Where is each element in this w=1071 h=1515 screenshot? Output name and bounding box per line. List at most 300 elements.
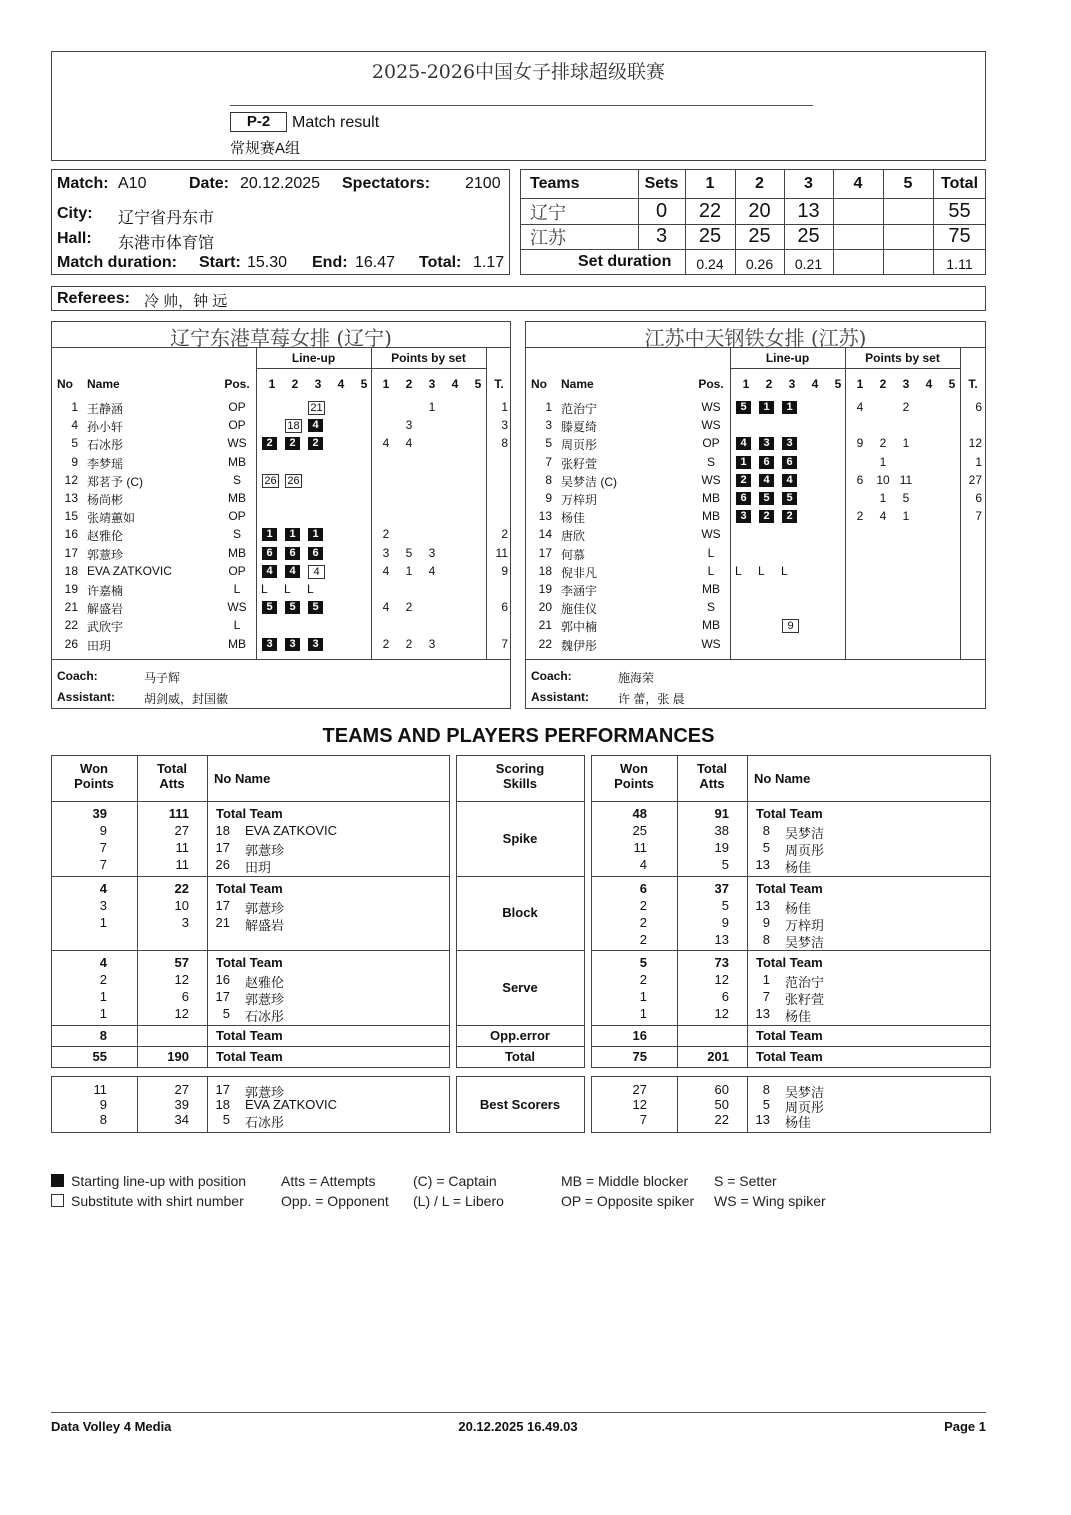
start-value: 15.30 — [247, 254, 288, 271]
team-a-best-scorer-won: 8 — [99, 1112, 107, 1127]
starting-position-marker: 1 — [308, 528, 323, 541]
lineup-col-5: 5 — [360, 377, 368, 391]
player-position: L — [707, 563, 715, 578]
team-b-best-scorer-atts: 50 — [714, 1097, 729, 1112]
city-value: 辽宁省丹东市 — [118, 210, 215, 227]
player-name: 李涵宇 — [561, 584, 598, 598]
team-b-best-scorer-name: 周页彤 — [785, 1100, 825, 1115]
team-b-block-won: 2 — [639, 932, 647, 947]
team_b-team-name: 江苏中天钢铁女排 (江苏) — [644, 326, 867, 350]
player-total: 6 — [975, 400, 982, 414]
substitute-marker: 26 — [285, 474, 302, 488]
set-points: 1 — [879, 454, 887, 469]
team-b-opp-error-name: Total Team — [756, 1028, 823, 1043]
teams-header: Teams — [530, 175, 580, 192]
substitute-marker: 4 — [308, 565, 325, 579]
skills-header: Scoring Skills — [495, 761, 545, 791]
team-a-serve-atts: 12 — [174, 1006, 189, 1021]
player-number: 26 — [64, 636, 78, 651]
player-name: 周页彤 — [561, 438, 598, 453]
team-b-spike-won: 25 — [632, 823, 647, 838]
team-a-best-scorer-name: 石冰彤 — [245, 1115, 285, 1130]
starting-position-marker: 6 — [759, 456, 774, 469]
team-a-spike-won: 7 — [99, 840, 107, 855]
match-info-box — [51, 169, 510, 275]
player-position: MB — [228, 491, 246, 505]
set-points: 10 — [876, 472, 890, 487]
legend-atts: Atts = Attempts — [281, 1173, 376, 1189]
team-b-spike-name: 吴梦洁 — [785, 826, 825, 841]
team-b-noname-header: No Name — [754, 771, 811, 786]
starting-position-marker: 2 — [308, 437, 323, 450]
team-a-spike-name: Total Team — [216, 806, 283, 821]
player-name: 孙小轩 — [87, 420, 124, 435]
player-position: L — [707, 545, 715, 560]
team-a-roster — [51, 321, 511, 709]
player-number: 7 — [545, 454, 552, 469]
set1-duration: 0.24 — [696, 256, 724, 272]
team-b-spike-name: 杨佳 — [785, 860, 812, 875]
assistant-name: 胡剑威，封国徽 — [144, 692, 229, 706]
player-position: WS — [227, 436, 247, 451]
player-number: 18 — [538, 563, 552, 578]
team-b-serve-name: 张籽萱 — [785, 992, 825, 1007]
team-b-block-won: 2 — [639, 915, 647, 930]
team-b-spike-no: 13 — [755, 857, 770, 872]
team-a-block-won: 3 — [99, 898, 107, 913]
team-b-short: 江苏 — [530, 228, 566, 249]
team-b-best-scorer-name: 杨佳 — [785, 1115, 812, 1130]
col-name-header: Name — [561, 377, 594, 391]
team-b-serve-no: 13 — [755, 1006, 770, 1021]
player-number: 16 — [64, 527, 78, 542]
player-name: 石冰彤 — [87, 438, 124, 453]
starting-position-marker: 3 — [759, 437, 774, 450]
player-position: MB — [702, 582, 720, 596]
team-a-serve-won: 1 — [99, 989, 107, 1004]
doc-title: Match result — [292, 114, 380, 131]
legend-mb: MB = Middle blocker — [561, 1173, 689, 1189]
team-b-serve-won: 1 — [639, 989, 647, 1004]
set-points: 4 — [382, 563, 390, 578]
player-number: 20 — [538, 600, 552, 615]
team-a-spike-atts: 111 — [168, 806, 189, 821]
coach-name: 施海荣 — [618, 671, 655, 685]
match-value: A10 — [118, 175, 147, 192]
set-points: 4 — [428, 563, 436, 578]
team-a-best-scorer-name: EVA ZATKOVIC — [245, 1097, 337, 1112]
team-a-total: 55 — [948, 200, 971, 222]
player-number: 21 — [64, 600, 78, 615]
lineup-col-3: 3 — [788, 377, 796, 391]
player-name: 唐欣 — [561, 529, 586, 544]
player-number: 17 — [64, 545, 78, 560]
player-number: 8 — [545, 472, 552, 487]
team-b-block-name: Total Team — [756, 881, 823, 896]
team-a-serve-atts: 6 — [181, 989, 189, 1004]
doc-code: P-2 — [230, 112, 287, 132]
col-no-header: No — [57, 377, 73, 391]
player-name: 杨尚彬 — [87, 493, 124, 507]
player-total: 9 — [501, 563, 508, 578]
set-points: 5 — [405, 545, 413, 560]
legend-ws: WS = Wing spiker — [714, 1193, 826, 1209]
team-b-block-name: 吴梦洁 — [785, 935, 825, 950]
player-position: L — [233, 582, 241, 596]
total-header: Total — [940, 175, 979, 192]
team-b-best-scorer-won: 7 — [639, 1112, 647, 1127]
set-points: 1 — [902, 436, 910, 451]
set-points: 3 — [428, 545, 436, 560]
hall-label: Hall: — [57, 230, 92, 247]
set-points: 2 — [405, 600, 413, 615]
performance-grid — [51, 755, 991, 1135]
set-header-2: 2 — [755, 175, 764, 192]
team-b-spike-name: Total Team — [756, 806, 823, 821]
player-name: 何慕 — [561, 547, 586, 562]
col-pos-header: Pos. — [698, 377, 724, 391]
team-b-best-scorer-name: 吴梦洁 — [785, 1085, 825, 1100]
player-number: 12 — [64, 472, 78, 487]
footer-left: Data Volley 4 Media — [51, 1419, 172, 1434]
team-a-block-name: 郭薏珍 — [245, 901, 285, 916]
player-name: 郭中楠 — [561, 620, 598, 635]
lineup-header: Line-up — [291, 351, 336, 365]
skill-total: Total — [504, 1049, 536, 1064]
player-name: 魏伊彤 — [561, 638, 598, 653]
team-b-roster — [525, 321, 986, 709]
team-b-opp-error-won: 16 — [632, 1028, 647, 1043]
legend-libero: (L) / L = Libero — [413, 1193, 504, 1209]
set-duration-label: Set duration — [578, 253, 672, 270]
set-header-5: 5 — [903, 175, 913, 192]
set-points: 4 — [382, 436, 390, 451]
player-position: S — [706, 454, 715, 469]
player-position: OP — [228, 400, 246, 414]
points-col-2: 2 — [405, 377, 413, 391]
legend-captain: (C) = Captain — [413, 1173, 497, 1189]
team-b-total-won: 75 — [632, 1049, 647, 1064]
player-position: WS — [701, 400, 721, 414]
set-points: 9 — [856, 436, 864, 451]
footer-rule — [51, 1412, 986, 1413]
team-b-block-atts: 5 — [721, 898, 729, 913]
team-b-serve-atts: 73 — [714, 955, 729, 970]
player-total: 3 — [501, 418, 508, 433]
set-points: 6 — [856, 472, 864, 487]
starting-position-marker: 5 — [759, 492, 774, 505]
total-value: 1.17 — [473, 254, 505, 271]
team-b-sets: 3 — [655, 225, 668, 247]
team-b-block-name: 万梓玥 — [785, 918, 825, 933]
player-number: 19 — [538, 582, 552, 596]
team-a-atts-header: Total Atts — [156, 761, 188, 791]
player-total: 8 — [501, 436, 508, 451]
team-a-sets: 0 — [655, 200, 668, 222]
player-position: MB — [228, 454, 246, 469]
team-b-total-name: Total Team — [756, 1049, 823, 1064]
libero-marker: L — [284, 582, 291, 596]
libero-marker: L — [307, 582, 314, 596]
team-b-spike-name: 周页彤 — [785, 843, 825, 858]
player-number: 5 — [545, 436, 552, 451]
starting-position-marker: 4 — [285, 565, 300, 578]
player-name: 万梓玥 — [561, 493, 598, 507]
player-number: 19 — [64, 582, 78, 596]
team-a-best-scorer-no: 18 — [215, 1097, 230, 1112]
end-label: End: — [312, 254, 348, 271]
player-position: WS — [701, 636, 721, 651]
team-b-spike-no: 8 — [762, 823, 770, 838]
competition-title: 2025-2026中国女子排球超级联赛 — [371, 61, 666, 83]
starting-position-marker: 1 — [285, 528, 300, 541]
player-name: 范治宁 — [561, 402, 598, 416]
team-b-won-header: Won Points — [614, 761, 654, 791]
team-b-serve-won: 1 — [639, 1006, 647, 1021]
team-b-spike-no: 5 — [762, 840, 770, 855]
substitute-marker: 26 — [262, 474, 279, 488]
points-col-3: 3 — [902, 377, 910, 391]
player-number: 22 — [64, 618, 78, 633]
team-b-best-scorer-no: 8 — [762, 1082, 770, 1097]
team-b-block-won: 6 — [639, 881, 647, 896]
team-a-block-atts: 10 — [174, 898, 189, 913]
team-a-serve-name: 赵雅伦 — [245, 975, 285, 990]
header-box — [51, 51, 986, 161]
player-name: 施佳仪 — [561, 602, 598, 617]
legend-opp: Opp. = Opponent — [281, 1193, 389, 1209]
lineup-col-2: 2 — [765, 377, 773, 391]
team-b-best-scorer-atts: 60 — [714, 1082, 729, 1097]
coach-label: Coach: — [531, 669, 572, 683]
points-col-4: 4 — [451, 377, 459, 391]
player-number: 1 — [71, 400, 78, 414]
lineup-col-1: 1 — [268, 377, 276, 391]
starting-position-marker: 2 — [736, 474, 751, 487]
team-a-best-scorer-no: 17 — [215, 1082, 230, 1097]
team-a-spike-atts: 11 — [175, 840, 189, 855]
set-points: 3 — [428, 636, 436, 651]
team-b-block-name: 杨佳 — [785, 901, 812, 916]
points-header: Points by set — [865, 351, 940, 365]
team-b-spike-won: 4 — [639, 857, 647, 872]
team-b-spike-won: 11 — [633, 840, 647, 855]
points-col-1: 1 — [382, 377, 390, 391]
player-position: WS — [701, 527, 721, 542]
player-position: WS — [701, 472, 721, 487]
player-position: MB — [702, 618, 720, 633]
team-b-serve-no: 1 — [762, 972, 770, 987]
starting-position-marker: 4 — [782, 474, 797, 487]
substitute-legend-icon — [51, 1194, 64, 1207]
starting-position-marker: 1 — [759, 401, 774, 414]
coach-label: Coach: — [57, 669, 98, 683]
lineup-col-3: 3 — [314, 377, 322, 391]
player-position: MB — [228, 545, 246, 560]
libero-marker: L — [261, 582, 268, 596]
player-name: 李梦瑶 — [87, 456, 124, 471]
team-a-best-scorer-won: 9 — [99, 1097, 107, 1112]
lineup-col-1: 1 — [742, 377, 750, 391]
player-total: 1 — [975, 454, 982, 469]
starting-position-marker: 3 — [262, 638, 277, 651]
starting-position-marker: 2 — [782, 510, 797, 523]
team-a-spike-won: 9 — [99, 823, 107, 838]
team-b-spike-won: 48 — [632, 806, 647, 821]
libero-marker: L — [735, 563, 742, 578]
team-b-serve-name: 范治宁 — [785, 975, 825, 990]
total-duration: 1.11 — [946, 256, 973, 272]
starting-position-marker: 1 — [736, 456, 751, 469]
team-a-serve-no: 17 — [215, 989, 230, 1004]
player-name: 吴梦洁 (C) — [561, 474, 617, 489]
performance-title: TEAMS AND PLAYERS PERFORMANCES — [322, 725, 715, 747]
skill-opp-error: Opp.error — [490, 1028, 550, 1043]
team-b-serve-no: 7 — [762, 989, 770, 1004]
legend-start: Starting line-up with position — [71, 1173, 247, 1189]
substitute-marker: 9 — [782, 619, 799, 633]
team-b-best-scorer-no: 5 — [762, 1097, 770, 1112]
points-col-1: 1 — [856, 377, 864, 391]
starting-position-marker: 4 — [262, 565, 277, 578]
total-label: Total: — [419, 254, 462, 271]
points-col-5: 5 — [948, 377, 956, 391]
libero-marker: L — [758, 563, 765, 578]
team-b-total-atts: 201 — [707, 1049, 729, 1064]
starting-position-marker: 2 — [262, 437, 277, 450]
player-name: 王静涵 — [87, 402, 124, 416]
team-a-spike-atts: 27 — [174, 823, 189, 838]
team-a-block-name: Total Team — [216, 881, 283, 896]
team-a-set2: 20 — [748, 200, 771, 222]
team-a-total-won: 55 — [92, 1049, 107, 1064]
set-points: 11 — [899, 472, 913, 487]
player-number: 15 — [64, 509, 78, 524]
col-no-header: No — [531, 377, 547, 391]
team-b-serve-atts: 6 — [721, 989, 729, 1004]
set-points: 2 — [902, 400, 910, 414]
footer-center: 20.12.2025 16.49.03 — [458, 1419, 578, 1434]
team-a-spike-name: EVA ZATKOVIC — [245, 823, 337, 838]
team-b-total: 75 — [948, 225, 971, 247]
starting-position-marker: 5 — [782, 492, 797, 505]
team-a-best-scorer-atts: 34 — [174, 1112, 189, 1127]
team-b-serve-won: 5 — [639, 955, 647, 970]
player-number: 9 — [71, 454, 78, 469]
team-b-block-atts: 37 — [714, 881, 729, 896]
team-b-block-won: 2 — [639, 898, 647, 913]
title-rule — [230, 105, 813, 106]
team-b-best-scorer-no: 13 — [755, 1112, 770, 1127]
team-a-opp-error-name: Total Team — [216, 1028, 283, 1043]
team-a-block-no: 21 — [215, 915, 230, 930]
starting-position-marker: 5 — [736, 401, 751, 414]
player-total: 27 — [968, 472, 982, 487]
player-name: 张籽萱 — [561, 456, 598, 471]
duration-label: Match duration: — [57, 254, 177, 271]
team-a-serve-won: 1 — [99, 1006, 107, 1021]
team-b-set2: 25 — [748, 225, 771, 247]
col-pos-header: Pos. — [224, 377, 250, 391]
player-number: 1 — [545, 400, 552, 414]
set-header-1: 1 — [705, 175, 715, 192]
referees-label: Referees: — [57, 290, 130, 307]
team-b-block-no: 8 — [762, 932, 770, 947]
col-total-header: T. — [968, 377, 978, 391]
performance-section — [51, 755, 991, 1135]
player-total: 2 — [501, 527, 508, 542]
player-name: 赵雅伦 — [87, 529, 124, 544]
player-total: 7 — [501, 636, 508, 651]
set-header-3: 3 — [804, 175, 813, 192]
team-a-spike-won: 39 — [92, 806, 107, 821]
starting-position-marker: 5 — [308, 601, 323, 614]
team-a-best-scorer-name: 郭薏珍 — [245, 1085, 285, 1100]
team-b-best-scorer-won: 27 — [632, 1082, 647, 1097]
team-b-block-atts: 13 — [714, 932, 729, 947]
team-b-best-scorer-atts: 22 — [714, 1112, 729, 1127]
match-label: Match: — [57, 175, 109, 192]
skill-spike: Spike — [502, 830, 538, 846]
team-a-best-scorer-no: 5 — [222, 1112, 230, 1127]
player-name: 倪非凡 — [561, 565, 598, 580]
team-b-best-scorer-won: 12 — [632, 1097, 647, 1112]
assistant-label: Assistant: — [57, 690, 116, 704]
referees-box — [51, 286, 986, 311]
lineup-col-2: 2 — [291, 377, 299, 391]
player-total: 11 — [495, 545, 508, 560]
player-number: 9 — [545, 491, 552, 505]
assistant-name: 许 蕾，张 晨 — [618, 692, 685, 706]
starting-position-marker: 3 — [736, 510, 751, 523]
player-name: 杨佳 — [561, 511, 586, 526]
starting-position-marker: 5 — [262, 601, 277, 614]
team-b-block-no: 13 — [755, 898, 770, 913]
player-position: MB — [702, 491, 720, 505]
starting-position-marker: 4 — [759, 474, 774, 487]
player-total: 1 — [501, 400, 508, 414]
col-total-header: T. — [494, 377, 504, 391]
player-number: 17 — [538, 545, 552, 560]
player-total: 12 — [968, 436, 982, 451]
team-a-total-atts: 190 — [167, 1049, 189, 1064]
team-b-block-no: 9 — [762, 915, 770, 930]
team-b-block-atts: 9 — [721, 915, 729, 930]
player-name: 田玥 — [87, 638, 112, 653]
starting-lineup-legend-icon — [51, 1174, 64, 1187]
starting-position-marker: 5 — [285, 601, 300, 614]
team-a-spike-no: 17 — [215, 840, 230, 855]
starting-position-marker: 6 — [262, 547, 277, 560]
team-b-serve-atts: 12 — [714, 972, 729, 987]
team-a-block-atts: 22 — [174, 881, 189, 896]
starting-position-marker: 2 — [759, 510, 774, 523]
team-a-total-name: Total Team — [216, 1049, 283, 1064]
date-label: Date: — [189, 175, 230, 192]
player-position: OP — [702, 436, 720, 451]
team-a-set3: 13 — [797, 200, 820, 222]
phase-label: 常规赛A组 — [230, 140, 301, 157]
spectators-label: Spectators: — [342, 175, 431, 192]
points-col-4: 4 — [925, 377, 933, 391]
set-points: 2 — [879, 436, 887, 451]
lineup-col-4: 4 — [337, 377, 345, 391]
team-a-spike-no: 26 — [215, 857, 230, 872]
set-points: 2 — [382, 527, 390, 542]
player-number: 13 — [64, 491, 78, 505]
team-b-set1: 25 — [698, 225, 722, 247]
starting-position-marker: 4 — [308, 419, 323, 432]
